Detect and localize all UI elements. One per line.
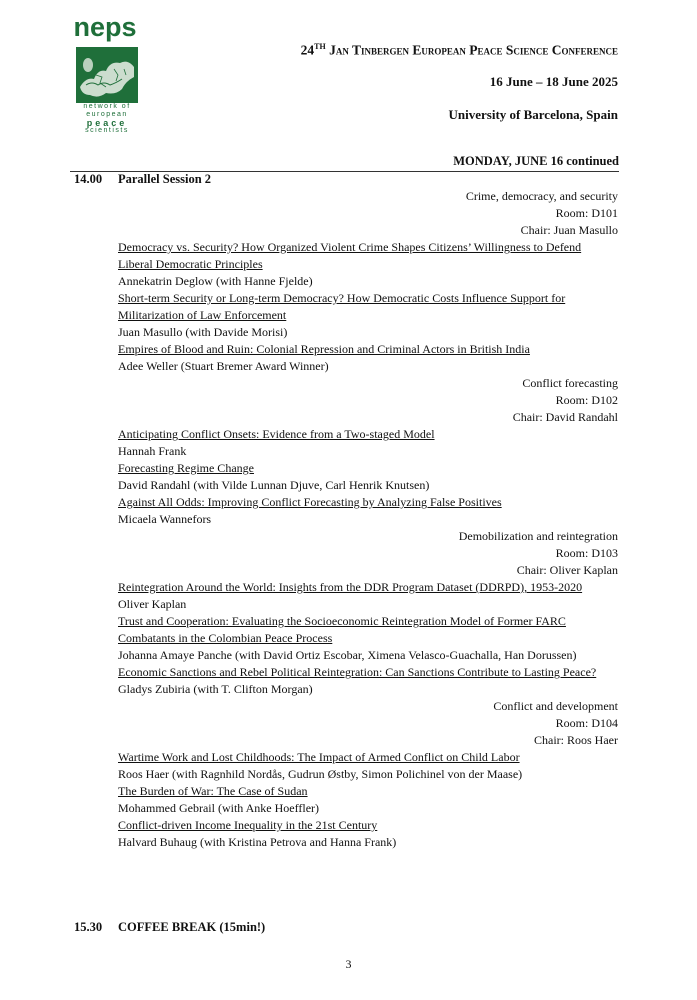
break-label: COFFEE BREAK (15min!) — [118, 920, 266, 934]
paper-authors: Oliver Kaplan — [118, 597, 187, 611]
paper-authors: Gladys Zubiria (with T. Clifton Morgan) — [118, 682, 313, 696]
session-name: Conflict forecasting — [522, 376, 618, 390]
session-room: Room: D101 — [555, 206, 618, 220]
day-header: MONDAY, JUNE 16 continued — [70, 154, 619, 172]
europe-map-icon — [76, 47, 138, 103]
conference-venue: University of Barcelona, Spain — [448, 107, 618, 122]
paper-authors: David Randahl (with Vilde Lunnan Djuve, Carl Henrik Knutsen) — [118, 478, 430, 492]
logo-subtitle-line: scientists — [85, 127, 129, 134]
paper-title: Conflict-driven Income Inequality in the 21st Century — [118, 818, 378, 832]
paper-authors: Halvard Buhaug (with Kristina Petrova and Hanna Frank) — [118, 835, 397, 849]
session-label: Parallel Session 2 — [118, 172, 212, 186]
paper-title: Economic Sanctions and Rebel Political Reintegration: Can Sanctions Contribute to Lasting Peace? — [118, 665, 597, 679]
logo-subtitle-line: peace — [86, 118, 128, 128]
paper-authors: Micaela Wannefors — [118, 512, 212, 526]
session-name: Demobilization and reintegration — [458, 529, 618, 543]
paper-title: Short-term Security or Long-term Democracy? How Democratic Costs Influence Support for Militarization of Law Enforcement — [118, 291, 566, 322]
page-number: 3 — [345, 957, 352, 971]
paper-title: Anticipating Conflict Onsets: Evidence from a Two-staged Model — [118, 427, 435, 441]
session-chair: Chair: David Randahl — [512, 410, 618, 424]
session-room: Room: D103 — [555, 546, 618, 560]
paper-title: Trust and Cooperation: Evaluating the Socioeconomic Reintegration Model of Former FARC Combatants in the Colombian Peace Process — [118, 614, 566, 645]
session-room: Room: D104 — [555, 716, 618, 730]
logo-subtitle-line: network of — [83, 103, 131, 110]
paper-authors: Roos Haer (with Ragnhild Nordås, Gudrun Østby, Simon Polichinel von der Maase) — [118, 767, 523, 781]
session-name: Crime, democracy, and security — [465, 189, 618, 203]
paper-title: Democracy vs. Security? How Organized Violent Crime Shapes Citizens’ Willingness to Defend Liberal Democratic Principles — [118, 240, 582, 271]
paper-authors: Mohammed Gebrail (with Anke Hoeffler) — [118, 801, 320, 815]
conference-name: Jan Tinbergen European Peace Science Conference — [329, 42, 618, 58]
break-time: 15.30 — [74, 920, 103, 934]
session-block — [118, 375, 618, 528]
conference-dates: 16 June – 18 June 2025 — [489, 74, 618, 89]
session-time: 14.00 — [74, 172, 103, 186]
session-name: Conflict and development — [493, 699, 618, 713]
paper-title: Against All Odds: Improving Conflict Forecasting by Analyzing False Positives — [118, 495, 502, 509]
paper-title: Empires of Blood and Ruin: Colonial Repression and Criminal Actors in British India — [118, 342, 530, 356]
conference-ordinal-suffix: TH — [314, 42, 326, 51]
logo-wordmark: neps — [73, 12, 137, 42]
paper-title: The Burden of War: The Case of Sudan — [118, 784, 308, 798]
paper-authors: Johanna Amaye Panche (with David Ortiz Escobar, Ximena Velasco-Guachalla, Han Dorussen) — [118, 648, 577, 662]
paper-authors: Hannah Frank — [118, 444, 187, 458]
paper-authors: Juan Masullo (with Davide Morisi) — [118, 325, 288, 339]
session-chair: Chair: Roos Haer — [534, 733, 618, 747]
paper-title: Reintegration Around the World: Insights from the DDR Program Dataset (DDRPD), 1953-2020 — [118, 580, 583, 594]
logo-subtitle — [72, 103, 142, 135]
paper-authors: Annekatrin Deglow (with Hanne Fjelde) — [118, 274, 313, 288]
paper-title: Wartime Work and Lost Childhoods: The Impact of Armed Conflict on Child Labor — [118, 750, 520, 764]
session-block — [118, 528, 618, 698]
session-room: Room: D102 — [555, 393, 618, 407]
conference-title — [301, 42, 618, 59]
session-chair: Chair: Juan Masullo — [520, 223, 618, 237]
session-block — [118, 698, 618, 851]
session-block — [118, 188, 618, 375]
session-chair: Chair: Oliver Kaplan — [516, 563, 618, 577]
paper-title: Forecasting Regime Change — [118, 461, 254, 475]
conference-ordinal: 24 — [300, 42, 315, 58]
logo-subtitle-line: european — [86, 111, 128, 118]
paper-authors: Adee Weller (Stuart Bremer Award Winner) — [118, 359, 329, 373]
session-program — [118, 188, 618, 851]
neps-logo — [72, 14, 144, 135]
